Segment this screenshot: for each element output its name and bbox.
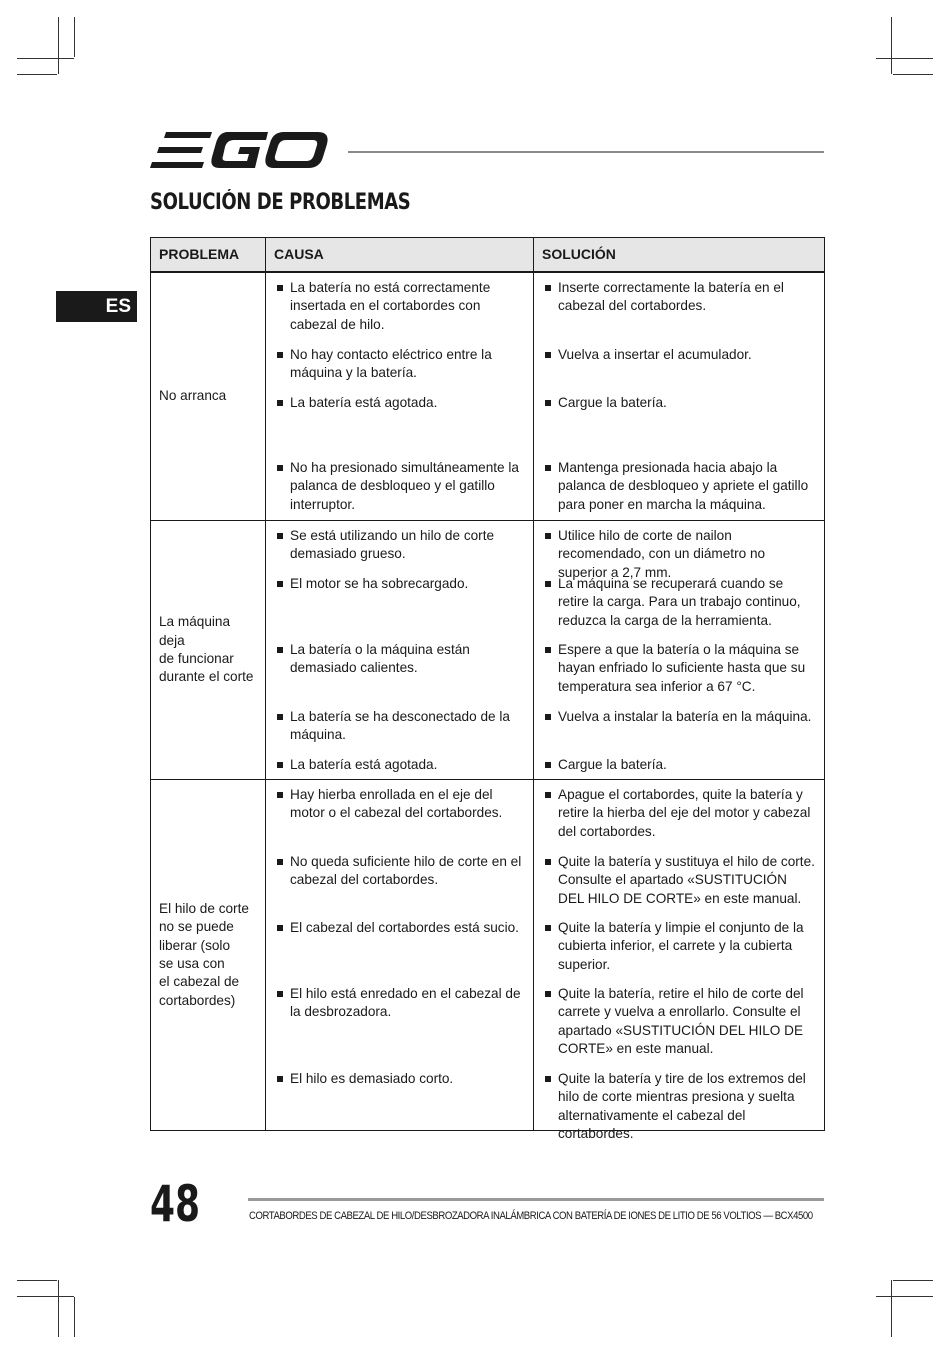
language-tab: ES [56,291,137,322]
solution-item: Quite la batería y sustituya el hilo de corte. Consulte el apartado «SUSTITUCIÓN DEL HILO DE CORTE» en este manual. [534,853,824,908]
column-header-problem: PROBLEMA [151,238,266,273]
crop-mark [74,1297,75,1337]
solution-item: Cargue la batería. [534,756,824,774]
solution-item: Inserte correctamente la batería en el cabezal del cortabordes. [534,279,824,316]
crop-mark [58,17,59,74]
crop-mark [891,17,892,74]
page-number: 48 [150,1175,201,1233]
table-row [151,272,825,521]
cause-item: No hay contacto eléctrico entre la máquina y la batería. [266,346,533,383]
cause-item: Hay hierba enrollada en el eje del motor o el cabezal del cortabordes. [266,786,533,823]
solution-item: Quite la batería y tire de los extremos del hilo de corte mientras presiona y suelta alternativamente el cabezal del cortabordes. [534,1070,824,1143]
ego-logo [150,130,330,172]
cause-item: No ha presionado simultáneamente la palanca de desbloqueo y el gatillo interruptor. [266,459,533,514]
cause-item: El hilo es demasiado corto. [266,1070,533,1088]
solution-item: Quite la batería, retire el hilo de corte del carrete y vuelva a enrollarlo. Consulte el apartado «SUSTITUCIÓN DEL HILO DE CORTE» en este manual. [534,985,824,1058]
cause-item: No queda suficiente hilo de corte en el cabezal del cortabordes. [266,853,533,890]
section-title: SOLUCIÓN DE PROBLEMAS [150,190,411,215]
solution-item: Vuelva a instalar la batería en la máquina. [534,708,824,726]
crop-mark [17,74,57,75]
crop-mark [17,1296,74,1297]
footer-text: CORTABORDES DE CABEZAL DE HILO/DESBROZADORA INALÁMBRICA CON BATERÍA DE IONES DE LITIO DE 56 VOLTIOS — BCX4500 [249,1210,813,1222]
solution-cell [534,780,825,1141]
cause-item: La batería no está correctamente insertada en el cortabordes con cabezal de hilo. [266,279,533,334]
problem-cell [151,272,266,521]
cause-cell [266,780,534,1131]
problem-text: El hilo de corte no se puede liberar (solo se usa con el cabezal de cortabordes) [159,901,249,1008]
problem-cell [151,780,266,1131]
troubleshooting-table [150,237,825,1141]
cause-item: La batería está agotada. [266,394,533,412]
crop-mark [893,1280,933,1281]
crop-mark [74,17,75,57]
table-row [151,521,825,780]
solution-item: Quite la batería y limpie el conjunto de la cubierta inferior, el carrete y la cubierta superior. [534,919,824,974]
crop-mark [17,1280,57,1281]
cause-cell [266,521,534,780]
solution-item: Espere a que la batería o la máquina se hayan enfriado lo suficiente hasta que su temperatura sea inferior a 67 °C. [534,641,824,696]
cause-item: El cabezal del cortabordes está sucio. [266,919,533,937]
crop-mark [876,58,933,59]
header-rule [348,151,824,153]
crop-mark [58,1280,59,1337]
cause-item: La batería o la máquina están demasiado calientes. [266,641,533,678]
solution-cell [534,272,825,521]
solution-item: La máquina se recuperará cuando se retire la carga. Para un trabajo continuo, reduzca la carga de la herramienta. [534,575,824,630]
solution-item: Vuelva a insertar el acumulador. [534,346,824,364]
solution-item: Utilice hilo de corte de nailon recomendado, con un diámetro no superior a 2,7 mm. [534,527,824,582]
solution-item: Mantenga presionada hacia abajo la palanca de desbloqueo y apriete el gatillo para poner en marcha la máquina. [534,459,824,514]
crop-mark [893,74,933,75]
problem-text: La máquina deja de funcionar durante el corte [159,614,254,685]
solution-cell [534,521,825,780]
column-header-solution: SOLUCIÓN [534,238,825,273]
cause-item: La batería se ha desconectado de la máquina. [266,708,533,745]
column-header-cause: CAUSA [266,238,534,273]
problem-cell [151,521,266,780]
table-row [151,780,825,1131]
cause-item: La batería está agotada. [266,756,533,774]
problem-text: No arranca [159,388,227,404]
crop-mark [17,58,74,59]
cause-item: El hilo está enredado en el cabezal de la desbrozadora. [266,985,533,1022]
footer-rule [248,1198,824,1201]
cause-item: El motor se ha sobrecargado. [266,575,533,593]
crop-mark [891,1280,892,1337]
cause-cell [266,272,534,521]
solution-item: Cargue la batería. [534,394,824,412]
solution-item: Apague el cortabordes, quite la batería y retire la hierba del eje del motor y cabezal del cortabordes. [534,786,824,841]
table-header-row [151,238,825,273]
cause-item: Se está utilizando un hilo de corte demasiado grueso. [266,527,533,564]
crop-mark [876,1296,933,1297]
